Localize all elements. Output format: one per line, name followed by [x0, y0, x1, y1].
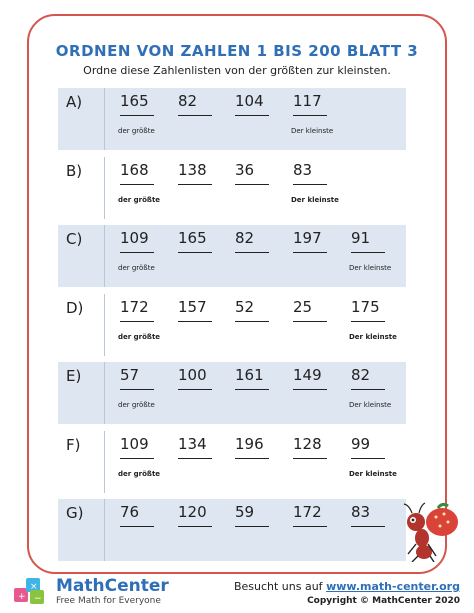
answer-blank[interactable]	[178, 321, 212, 322]
answer-blank[interactable]	[293, 389, 327, 390]
given-number: 134	[178, 434, 207, 453]
exercise-row	[58, 157, 406, 219]
given-number: 82	[235, 229, 255, 247]
worksheet-title: ORDNEN VON ZAHLEN 1 BIS 200 BLATT 3	[55, 42, 419, 60]
given-number: 76	[120, 503, 140, 521]
row-divider	[104, 499, 105, 561]
svg-text:×: ×	[30, 582, 38, 592]
given-number: 99	[351, 434, 371, 453]
given-number: 59	[235, 503, 255, 521]
smallest-caption: Der kleinste	[349, 264, 392, 272]
answer-blank[interactable]	[293, 458, 327, 459]
largest-caption: der größte	[118, 127, 155, 135]
answer-blank[interactable]	[235, 252, 269, 253]
largest-caption: der größte	[118, 469, 161, 478]
given-number: 165	[178, 229, 207, 247]
svg-text:+: +	[18, 592, 26, 602]
visit-text: Besucht uns auf	[233, 580, 323, 593]
row-letter: E)	[66, 367, 82, 385]
answer-blank[interactable]	[178, 115, 212, 116]
answer-blank[interactable]	[235, 184, 269, 185]
exercise-row	[58, 88, 406, 150]
exercise-row	[58, 362, 406, 424]
row-divider	[104, 225, 105, 287]
answer-blank[interactable]	[235, 458, 269, 459]
given-number: 36	[235, 160, 255, 179]
exercise-row	[58, 294, 406, 356]
exercise-row	[58, 499, 406, 561]
row-divider	[104, 431, 105, 493]
given-number: 120	[178, 503, 207, 521]
given-number: 91	[351, 229, 371, 247]
answer-blank[interactable]	[351, 458, 385, 459]
given-number: 149	[293, 366, 322, 384]
answer-blank[interactable]	[235, 389, 269, 390]
largest-caption: der größte	[118, 332, 161, 341]
ant-mascot-icon	[398, 500, 464, 562]
given-number: 25	[293, 297, 313, 316]
given-number: 138	[178, 160, 207, 179]
smallest-caption: Der kleinste	[291, 195, 339, 204]
answer-blank[interactable]	[178, 458, 212, 459]
answer-blank[interactable]	[235, 115, 269, 116]
smallest-caption: Der kleinste	[349, 469, 397, 478]
row-divider	[104, 88, 105, 150]
answer-blank[interactable]	[293, 526, 327, 527]
answer-blank[interactable]	[178, 526, 212, 527]
answer-blank[interactable]	[235, 526, 269, 527]
largest-caption: der größte	[118, 264, 155, 272]
given-number: 82	[178, 92, 198, 110]
answer-blank[interactable]	[178, 389, 212, 390]
answer-blank[interactable]	[293, 115, 327, 116]
svg-text:−: −	[34, 594, 42, 604]
website-link[interactable]: www.math-center.org	[326, 580, 460, 593]
answer-blank[interactable]	[351, 252, 385, 253]
row-letter: D)	[66, 298, 84, 317]
worksheet-instruction: Ordne diese Zahlenlisten von der größten zur kleinsten.	[83, 64, 391, 77]
answer-blank[interactable]	[351, 526, 385, 527]
given-number: 168	[120, 160, 149, 179]
row-divider	[104, 157, 105, 219]
brand-tagline: Free Math for Everyone	[56, 596, 161, 606]
brand-name: MathCenter	[56, 576, 169, 596]
mathcenter-logo-icon	[12, 574, 48, 608]
row-letter: G)	[66, 504, 84, 522]
given-number: 196	[235, 434, 264, 453]
given-number: 165	[120, 92, 149, 110]
smallest-caption: Der kleinste	[291, 127, 334, 135]
given-number: 104	[235, 92, 264, 110]
largest-caption: der größte	[118, 401, 155, 409]
smallest-caption: Der kleinste	[349, 401, 392, 409]
given-number: 197	[293, 229, 322, 247]
given-number: 52	[235, 297, 255, 316]
answer-blank[interactable]	[293, 184, 327, 185]
answer-blank[interactable]	[120, 115, 154, 116]
answer-blank[interactable]	[351, 321, 385, 322]
copyright: Copyright © MathCenter 2020	[307, 596, 460, 606]
given-number: 128	[293, 434, 322, 453]
answer-blank[interactable]	[351, 389, 385, 390]
given-number: 82	[351, 366, 371, 384]
given-number: 117	[293, 92, 322, 110]
given-number: 172	[120, 297, 149, 316]
row-letter: A)	[66, 93, 83, 111]
answer-blank[interactable]	[120, 526, 154, 527]
given-number: 100	[178, 366, 207, 384]
given-number: 83	[351, 503, 371, 521]
answer-blank[interactable]	[235, 321, 269, 322]
row-letter: C)	[66, 230, 83, 248]
exercise-row	[58, 431, 406, 493]
given-number: 175	[351, 297, 380, 316]
answer-blank[interactable]	[178, 184, 212, 185]
visit-line	[234, 580, 460, 593]
given-number: 109	[120, 434, 149, 453]
answer-blank[interactable]	[120, 458, 154, 459]
given-number: 109	[120, 229, 149, 247]
given-number: 161	[235, 366, 264, 384]
given-number: 57	[120, 366, 140, 384]
answer-blank[interactable]	[293, 252, 327, 253]
given-number: 157	[178, 297, 207, 316]
answer-blank[interactable]	[120, 389, 154, 390]
row-letter: B)	[66, 161, 83, 180]
given-number: 83	[293, 160, 313, 179]
smallest-caption: Der kleinste	[349, 332, 397, 341]
answer-blank[interactable]	[120, 252, 154, 253]
answer-blank[interactable]	[293, 321, 327, 322]
row-letter: F)	[66, 435, 81, 454]
row-divider	[104, 294, 105, 356]
answer-blank[interactable]	[178, 252, 212, 253]
given-number: 172	[293, 503, 322, 521]
exercise-row	[58, 225, 406, 287]
answer-blank[interactable]	[120, 184, 154, 185]
row-divider	[104, 362, 105, 424]
answer-blank[interactable]	[120, 321, 154, 322]
largest-caption: der größte	[118, 195, 161, 204]
